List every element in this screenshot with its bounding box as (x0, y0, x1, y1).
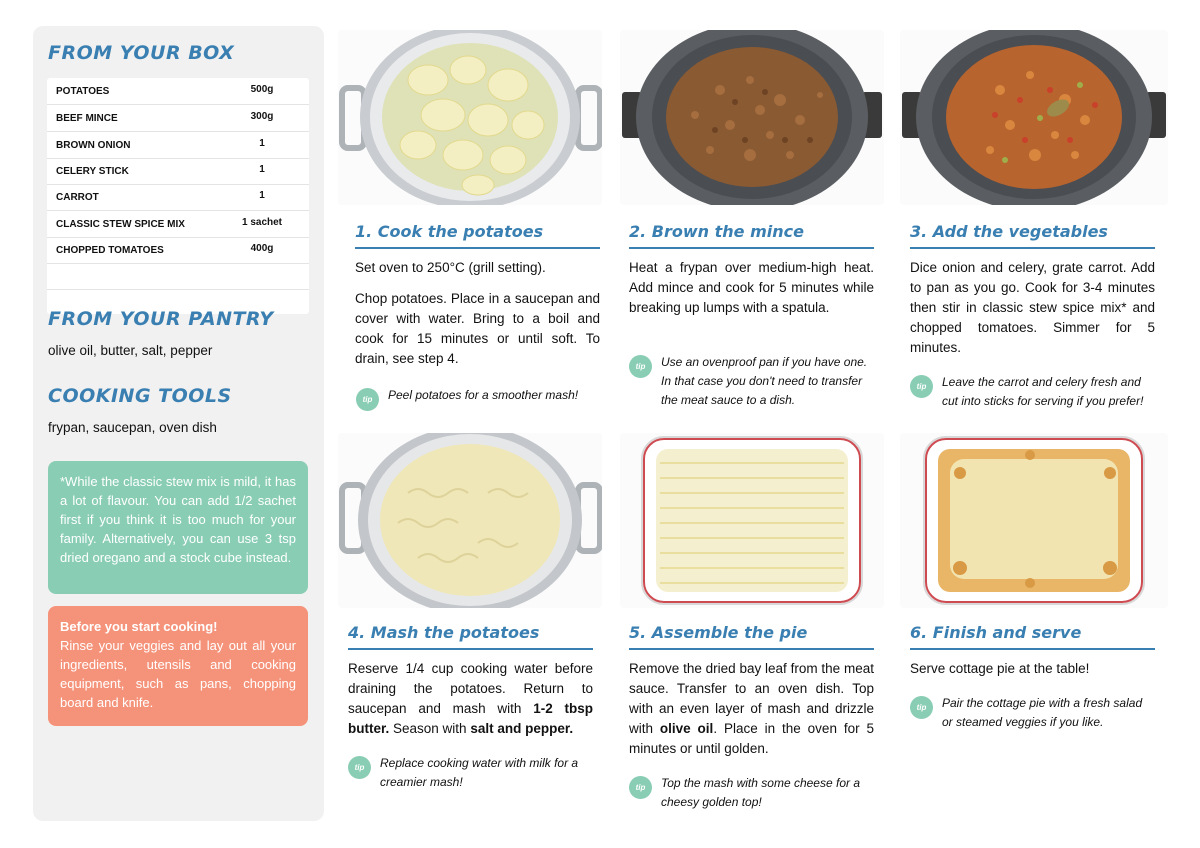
ingredient-name: BROWN ONION (56, 139, 131, 151)
tools-text: frypan, saucepan, oven dish (48, 420, 217, 435)
text-run: Serve cottage pie at the table! (910, 661, 1090, 676)
step-paragraph (910, 258, 1155, 358)
ingredient-qty: 1 sachet (241, 216, 283, 228)
tip-badge-icon: tip (910, 696, 933, 719)
ingredient-name: CARROT (56, 191, 99, 203)
step-3-photo (900, 30, 1168, 205)
text-run: . Place in the oven for 5 minutes or until golden. (629, 721, 874, 756)
step-4-body (348, 659, 593, 750)
step-4-tip (348, 754, 593, 792)
table-row (47, 263, 309, 290)
text-run: Set oven to 250°C (grill setting). (355, 260, 546, 275)
step-6-body (910, 659, 1155, 690)
step-3-body (910, 258, 1155, 369)
step-2-body (629, 258, 874, 329)
step-6-title: 6. Finish and serve (910, 623, 1155, 650)
text-run: Dice onion and celery, grate carrot. Add to pan as you go. Cook for 3-4 minutes then stir in classic stew spice mix* and chopped tomatoes. Simmer for 5 minutes. (910, 260, 1155, 355)
table-row (47, 78, 309, 105)
text-run: Season with (389, 721, 471, 736)
ingredient-name: CLASSIC STEW SPICE MIX (56, 218, 185, 230)
tip-text: Use an ovenproof pan if you have one. In that case you don't need to transfer the meat sauce to a dish. (661, 355, 868, 407)
step-5-photo (620, 433, 884, 608)
tip-badge-icon: tip (910, 375, 933, 398)
step-paragraph (629, 258, 874, 318)
pantry-text: olive oil, butter, salt, pepper (48, 343, 213, 358)
before-cooking-text: Rinse your veggies and lay out all your ingredients, utensils and cooking equipment, such as pans, chopping board and knife. (60, 638, 296, 710)
step-5-tip (629, 774, 874, 812)
ingredient-name: CELERY STICK (56, 165, 129, 177)
step-6-tip (910, 694, 1155, 732)
step-4-title: 4. Mash the potatoes (348, 623, 593, 650)
ingredient-qty: 300g (250, 110, 274, 122)
tip-text: Pair the cottage pie with a fresh salad or steamed veggies if you like. (942, 696, 1143, 729)
ingredient-qty: 1 (259, 189, 265, 201)
step-6-photo (900, 433, 1168, 608)
text-run: Chop potatoes. Place in a saucepan and cover with water. Bring to a boil and cook for 15 minutes or until soft. To drain, see step 4. (355, 291, 600, 366)
tip-text: Top the mash with some cheese for a cheesy golden top! (661, 776, 860, 809)
tip-badge-icon: tip (356, 388, 379, 411)
step-paragraph (355, 289, 600, 369)
ingredient-qty: 1 (259, 163, 265, 175)
step-3-tip (910, 373, 1155, 411)
ingredient-qty: 500g (250, 83, 274, 95)
table-row (47, 237, 309, 264)
sidebar (33, 26, 324, 821)
step-2-title: 2. Brown the mince (629, 222, 874, 249)
table-row (47, 105, 309, 132)
step-1-tip (356, 386, 601, 411)
step-1-title: 1. Cook the potatoes (355, 222, 600, 249)
tip-badge-icon: tip (348, 756, 371, 779)
step-2-tip (629, 353, 874, 410)
from-your-box-title: FROM YOUR BOX (48, 42, 235, 64)
tip-text: Peel potatoes for a smoother mash! (388, 388, 579, 402)
step-2-photo (620, 30, 884, 205)
text-run: Reserve 1/4 cup cooking water before draining the potatoes. Return to saucepan and mash with (348, 661, 593, 716)
ingredients-table (47, 78, 309, 314)
step-1-photo (338, 30, 602, 205)
ingredient-qty: 1 (259, 137, 265, 149)
step-1-body (355, 258, 600, 380)
step-paragraph (348, 659, 593, 739)
table-row (47, 158, 309, 185)
ingredient-qty: 400g (250, 242, 274, 254)
spice-mix-note-text: *While the classic stew mix is mild, it has a lot of flavour. You can add 1/2 sachet first if you think it is too much for your family. Alternatively, you can use 3 tsp dried oregano and a stock cube instead. (60, 474, 296, 565)
from-your-pantry-title: FROM YOUR PANTRY (48, 308, 274, 330)
tip-text: Leave the carrot and celery fresh and cut into sticks for serving if you prefer! (942, 375, 1144, 408)
tip-badge-icon: tip (629, 355, 652, 378)
bold-text: olive oil (659, 721, 714, 736)
step-5-body (629, 659, 874, 770)
step-3-title: 3. Add the vegetables (910, 222, 1155, 249)
bold-text: salt and pepper. (470, 721, 574, 736)
step-5-title: 5. Assemble the pie (629, 623, 874, 650)
table-row (47, 132, 309, 159)
ingredient-name: CHOPPED TOMATOES (56, 244, 164, 256)
bold-text: 1-2 tbsp butter. (348, 701, 593, 736)
ingredient-name: BEEF MINCE (56, 112, 118, 124)
text-run: Remove the dried bay leaf from the meat sauce. Transfer to an oven dish. Top with an even layer of mash and drizzle with (629, 661, 874, 736)
step-4-photo (338, 433, 602, 608)
spice-mix-note (48, 461, 308, 594)
tip-text: Replace cooking water with milk for a creamier mash! (380, 756, 579, 789)
text-run: Heat a frypan over medium-high heat. Add mince and cook for 5 minutes while breaking up lumps with a spatula. (629, 260, 874, 315)
before-cooking-note (48, 606, 308, 726)
step-paragraph (629, 659, 874, 759)
step-paragraph (355, 258, 600, 278)
cooking-tools-title: COOKING TOOLS (48, 385, 232, 407)
step-paragraph (910, 659, 1155, 679)
before-cooking-heading: Before you start cooking! (60, 619, 218, 634)
tip-badge-icon: tip (629, 776, 652, 799)
ingredient-name: POTATOES (56, 85, 110, 97)
table-row (47, 184, 309, 211)
table-row (47, 211, 309, 238)
